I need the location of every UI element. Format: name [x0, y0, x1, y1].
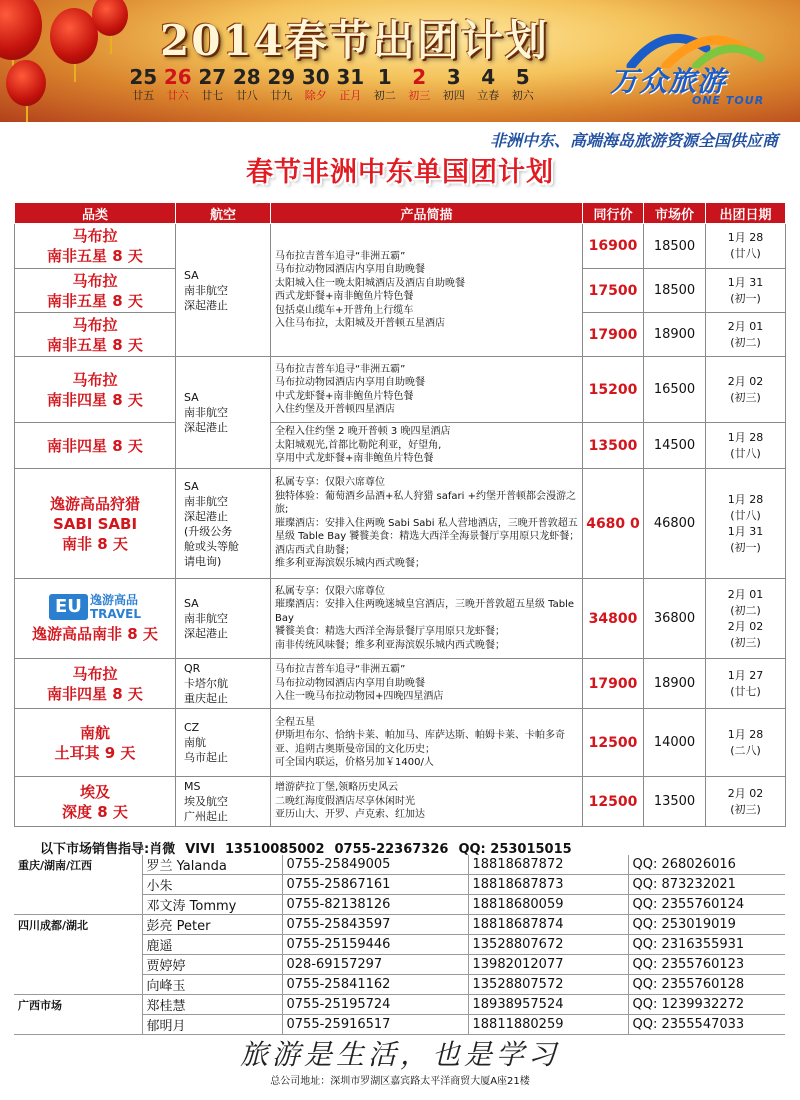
contact-qq: QQ: 253019019 [628, 915, 785, 935]
contact-row [14, 855, 785, 875]
contact-mobile: 18818687872 [468, 855, 628, 875]
contact-name: 贾婷婷 [142, 955, 282, 975]
description-cell: 私属专享：仅限六席尊位 璀璨酒店：安排入住两晚迷城皇宫酒店，三晚开普敦超五星级 Table Bay 饕餮美食：精选大西洋全海景餐厅享用原只龙虾餐； 南非传统风味餐；维多利亚海滨娱乐城内西式晚餐； [271, 579, 583, 659]
peer-price: 4680 0 [583, 469, 644, 579]
contact-phone: 0755-25841162 [282, 975, 468, 995]
category-cell: 马布拉 南非五星 8 天 [15, 269, 176, 313]
contact-qq: QQ: 1239932272 [628, 995, 785, 1015]
market-price: 46800 [644, 469, 706, 579]
description-cell: 增游萨拉丁堡,领略历史风云 二晚红海度假酒店尽享休闲时光 亚历山大、开罗、卢克索、红加达 [271, 777, 583, 827]
table-row [15, 709, 786, 777]
contact-name: 罗兰 Yalanda [142, 855, 282, 875]
peer-price: 15200 [583, 357, 644, 423]
contact-name: 鹿遥 [142, 935, 282, 955]
region-cell: 四川成都/湖北 [14, 915, 142, 995]
contact-phone: 0755-25867161 [282, 875, 468, 895]
departure-date: 1月 28 (二八) [706, 709, 786, 777]
contact-mobile: 18938957524 [468, 995, 628, 1015]
peer-price: 16900 [583, 224, 644, 269]
contact-name: 小朱 [142, 875, 282, 895]
table-row [15, 579, 786, 659]
description-cell: 马布拉吉普车追寻“非洲五霸” 马布拉动物园酒店内享用自助晚餐 中式龙虾餐+南非鲍鱼片特色餐 入住约堡及开普顿四星酒店 [271, 357, 583, 423]
eu-travel-logo: EU [49, 594, 88, 620]
contact-phone: 0755-25159446 [282, 935, 468, 955]
departure-date: 1月 28 (廿八) [706, 224, 786, 269]
category-cell: 逸游高品狩猎 SABI SABI 南非 8 天 [15, 469, 176, 579]
departure-date: 1月 28 (廿八) 1月 31 (初一) [706, 469, 786, 579]
contact-name: 向峰玉 [142, 975, 282, 995]
airline-cell: QR 卡塔尔航 重庆起止 [176, 659, 271, 709]
sales-director-line: 以下市场销售指导:肖微 VIVI 13510085002 0755-22367326 QQ: 253015015 [40, 842, 572, 857]
contact-phone: 0755-25195724 [282, 995, 468, 1015]
market-price: 18500 [644, 269, 706, 313]
contact-qq: QQ: 2355760124 [628, 895, 785, 915]
departure-date: 1月 28 (廿八) [706, 423, 786, 469]
peer-price: 13500 [583, 423, 644, 469]
market-price: 14000 [644, 709, 706, 777]
slogan: 旅游是生活，也是学习 [239, 1038, 560, 1071]
category-cell: 南非四星 8 天 [15, 423, 176, 469]
date-item: 30 除夕 [301, 65, 330, 102]
airline-cell: CZ 南航 乌市起止 [176, 709, 271, 777]
date-strip [126, 66, 540, 104]
peer-price: 17900 [583, 313, 644, 357]
date-item: 5 初六 [511, 65, 534, 102]
contact-mobile: 18811880259 [468, 1015, 628, 1035]
lantern-decoration [0, 0, 42, 60]
departure-date: 1月 27 (廿七) [706, 659, 786, 709]
peer-price: 34800 [583, 579, 644, 659]
contact-mobile: 13528807672 [468, 935, 628, 955]
contact-row [14, 995, 785, 1015]
date-item: 27 廿七 [198, 65, 227, 102]
peer-price: 17900 [583, 659, 644, 709]
date-item: 1 初二 [373, 65, 396, 102]
contact-mobile: 18818687873 [468, 875, 628, 895]
category-cell: 马布拉 南非四星 8 天 [15, 659, 176, 709]
contact-mobile: 13528807572 [468, 975, 628, 995]
tour-plan-table [14, 202, 786, 827]
departure-date: 1月 31 (初一) [706, 269, 786, 313]
category-cell: 马布拉 南非四星 8 天 [15, 357, 176, 423]
airline-cell: SA 南非航空 深起港止 [176, 579, 271, 659]
category-cell: 马布拉 南非五星 8 天 [15, 313, 176, 357]
column-header: 市场价 [644, 203, 706, 224]
contact-qq: QQ: 2355760123 [628, 955, 785, 975]
airline-cell: SA 南非航空 深起港止 (升级公务 舱或头等舱 请电询) [176, 469, 271, 579]
logo-subtext: ONE TOUR [692, 94, 765, 107]
category-cell: 南航 土耳其 9 天 [15, 709, 176, 777]
category-cell: 埃及 深度 8 天 [15, 777, 176, 827]
departure-date: 2月 01 (初二) [706, 313, 786, 357]
company-address: 总公司地址：深圳市罗湖区嘉宾路太平洋商贸大厦A座21楼 [270, 1076, 530, 1087]
contacts-table [14, 855, 785, 1035]
table-row [15, 357, 786, 423]
contact-phone: 028-69157297 [282, 955, 468, 975]
logo-text: 万众旅游 [610, 65, 727, 98]
description-cell: 私属专享：仅限六席尊位 独特体验：葡萄酒乡品酒+私人狩猎 safari +约堡开普顿都会漫游之旅; 璀璨酒店：安排入住两晚 Sabi Sabi 私人营地酒店，三晚开普敦超五星级 Table Bay 饕餮美食：精选大西洋全海景餐厅享用原只龙虾餐；酒店西式自助餐； 维多利亚海滨娱乐城内西式晚餐； [271, 469, 583, 579]
market-price: 18900 [644, 659, 706, 709]
column-header: 同行价 [583, 203, 644, 224]
table-row [15, 224, 786, 269]
tagline: 非洲中东、高端海岛旅游资源全国供应商 [489, 131, 778, 150]
market-price: 18900 [644, 313, 706, 357]
table-row [15, 659, 786, 709]
peer-price: 12500 [583, 777, 644, 827]
description-cell: 全程五星 伊斯坦布尔、恰纳卡莱、帕加马、库萨达斯、帕姆卡莱、卡帕多奇亚、追朔古奥斯曼帝国的文化历史； 可全国内联运，价格另加￥1400/人 [271, 709, 583, 777]
description-cell: 马布拉吉普车追寻“非洲五霸” 马布拉动物园酒店内享用自助晚餐 入住一晚马布拉动物园+四晚四星酒店 [271, 659, 583, 709]
company-logo [606, 28, 786, 114]
airline-cell: SA 南非航空 深起港止 [176, 224, 271, 357]
category-cell: EU 逸游高品 TRAVEL 逸游高品南非 8 天 [15, 579, 176, 659]
table-row [15, 423, 786, 469]
lantern-decoration [92, 0, 128, 36]
column-header: 出团日期 [706, 203, 786, 224]
lantern-decoration [6, 60, 46, 106]
date-item: 28 廿八 [232, 65, 261, 102]
peer-price: 17500 [583, 269, 644, 313]
contact-phone: 0755-25849005 [282, 855, 468, 875]
table-row [15, 777, 786, 827]
airline-cell: SA 南非航空 深起港止 [176, 357, 271, 469]
contact-row [14, 915, 785, 935]
header-banner [0, 0, 800, 122]
column-header: 航空 [176, 203, 271, 224]
contact-qq: QQ: 2316355931 [628, 935, 785, 955]
contact-mobile: 13982012077 [468, 955, 628, 975]
category-cell: 马布拉 南非五星 8 天 [15, 224, 176, 269]
date-item: 29 廿九 [267, 65, 296, 102]
eu-travel-logo-text: 逸游高品 TRAVEL [89, 593, 141, 621]
contact-name: 彭亮 Peter [142, 915, 282, 935]
market-price: 18500 [644, 224, 706, 269]
contact-mobile: 18818680059 [468, 895, 628, 915]
market-price: 14500 [644, 423, 706, 469]
region-cell: 重庆/湖南/江西 [14, 855, 142, 915]
table-header-row [15, 203, 786, 224]
peer-price: 12500 [583, 709, 644, 777]
table-row [15, 469, 786, 579]
date-item: 2 初三 [408, 65, 431, 102]
contact-mobile: 18818687874 [468, 915, 628, 935]
date-item: 25 廿五 [129, 65, 158, 102]
contact-name: 郁明月 [142, 1015, 282, 1035]
section-title: 春节非洲中东单国团计划 [246, 157, 554, 188]
description-cell: 马布拉吉普车追寻“非洲五霸” 马布拉动物园酒店内享用自助晚餐 太阳城入住一晚太阳城酒店及酒店自助晚餐 西式龙虾餐+南非鲍鱼片特色餐 包括桌山缆车+开普角上行缆车 入住马布拉，太阳城及开普顿五星酒店 [271, 224, 583, 357]
contact-phone: 0755-25916517 [282, 1015, 468, 1035]
contact-qq: QQ: 2355547033 [628, 1015, 785, 1035]
date-item: 26 廿六 [163, 65, 192, 102]
page-title: 2014春节出团计划 [160, 16, 549, 65]
market-price: 13500 [644, 777, 706, 827]
airline-cell: MS 埃及航空 广州起止 [176, 777, 271, 827]
region-cell: 广西市场 [14, 995, 142, 1035]
contact-qq: QQ: 873232021 [628, 875, 785, 895]
date-item: 31 正月 [336, 65, 365, 102]
market-price: 36800 [644, 579, 706, 659]
departure-date: 2月 01 (初二) 2月 02 (初三) [706, 579, 786, 659]
contact-qq: QQ: 268026016 [628, 855, 785, 875]
description-cell: 全程入住约堡 2 晚开普顿 3 晚四星酒店 太阳城观光,首都比勒陀利亚，好望角, 享用中式龙虾餐+南非鲍鱼片特色餐 [271, 423, 583, 469]
column-header: 品类 [15, 203, 176, 224]
date-item: 4 立春 [477, 65, 500, 102]
contact-phone: 0755-82138126 [282, 895, 468, 915]
contact-name: 邓文涛 Tommy [142, 895, 282, 915]
contact-phone: 0755-25843597 [282, 915, 468, 935]
date-item: 3 初四 [442, 65, 465, 102]
departure-date: 2月 02 (初三) [706, 357, 786, 423]
contact-qq: QQ: 2355760128 [628, 975, 785, 995]
lantern-decoration [50, 8, 98, 64]
contact-name: 郑桂慧 [142, 995, 282, 1015]
market-price: 16500 [644, 357, 706, 423]
departure-date: 2月 02 (初三) [706, 777, 786, 827]
column-header: 产品简描 [271, 203, 583, 224]
